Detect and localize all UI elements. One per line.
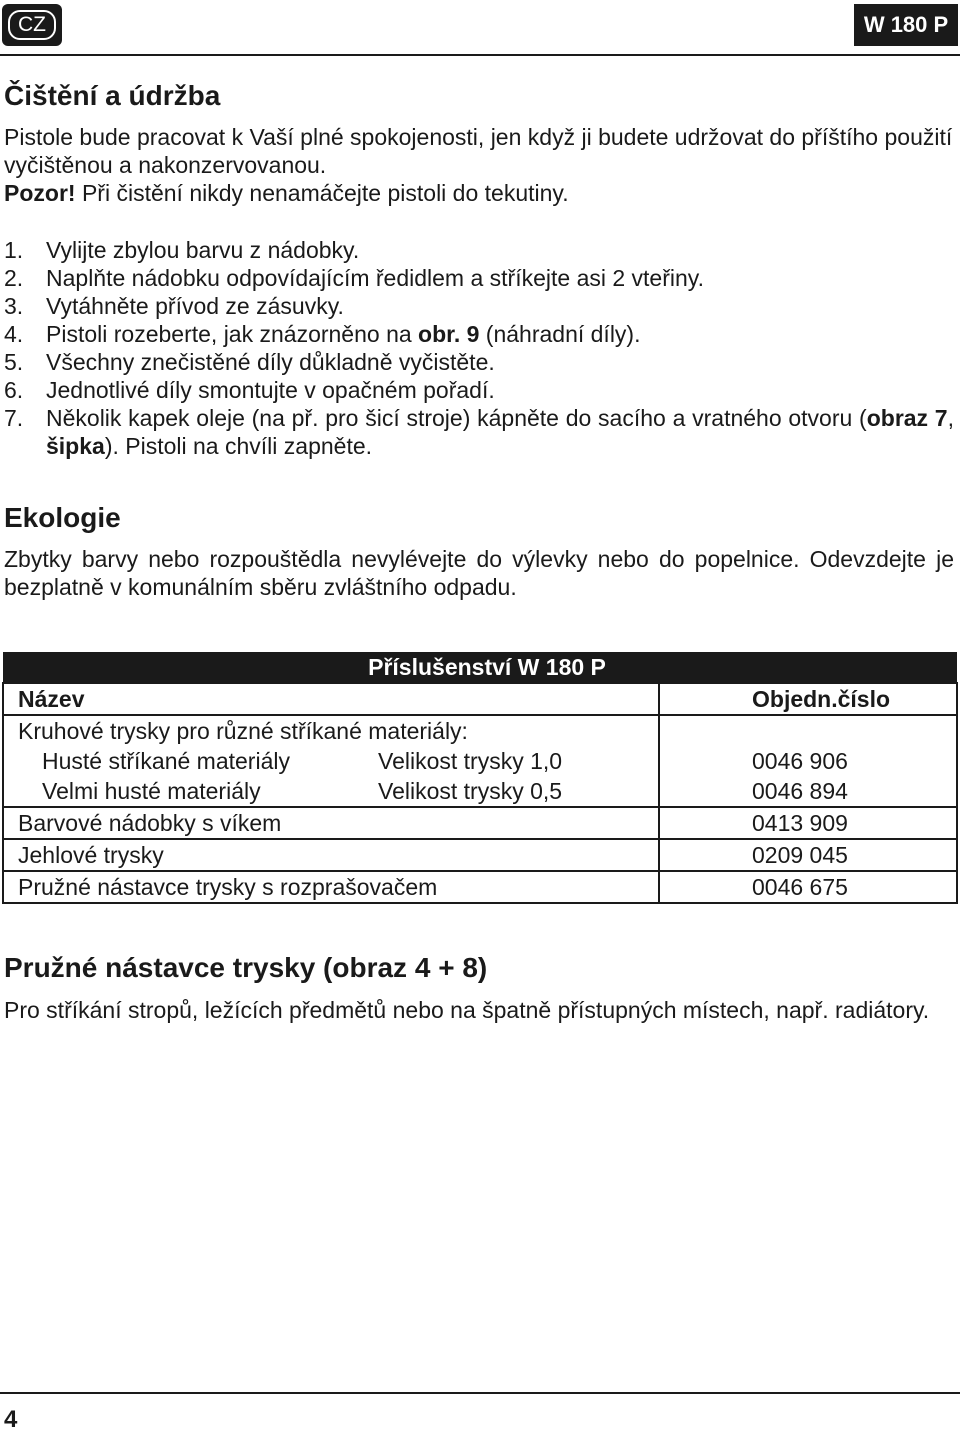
order-number: 0413 909 [659, 807, 957, 839]
footer-divider [0, 1392, 960, 1394]
table-row [3, 715, 957, 746]
header-divider [0, 54, 960, 56]
step-number: 1. [4, 237, 24, 263]
list-item [4, 264, 954, 292]
step-text-part: Pistoli rozeberte, jak znázorněno na [46, 321, 419, 347]
list-item [4, 348, 954, 376]
table-row [3, 776, 957, 807]
list-item [4, 404, 954, 460]
step-text-part: , [947, 405, 954, 431]
nozzle-size: Velikost trysky 0,5 [378, 778, 563, 804]
step-number: 5. [4, 349, 24, 375]
ecology-text: Zbytky barvy nebo rozpouštědla nevylévejte do výlevky nebo do popelnice. Odevzdejte je bezplatně v komunálním sběru zvláštního odpadu. [4, 546, 954, 600]
column-header-name: Název [3, 683, 659, 715]
table-row [3, 746, 957, 776]
list-item [4, 320, 954, 348]
table-header-row [3, 683, 957, 715]
model-badge: W 180 P [854, 4, 958, 46]
list-item [4, 292, 954, 320]
step-text [46, 320, 954, 348]
nozzles-text: Pro stříkání stropů, ležících předmětů nebo na špatně přístupných místech, např. radiátory. [4, 997, 930, 1023]
step-text: Všechny znečistěné díly důkladně vyčistěte. [46, 349, 495, 375]
order-number: 0046 675 [659, 871, 957, 903]
warning-text: Při čistění nikdy nenamáčejte pistoli do tekutiny. [75, 180, 569, 206]
order-number: 0209 045 [659, 839, 957, 871]
section-title-cleaning: Čištění a údržba [4, 80, 221, 111]
step-text-part: Několik kapek oleje (na př. pro šicí stroje) kápněte do sacího a vratného otvoru ( [46, 405, 867, 431]
nozzle-size: Velikost trysky 1,0 [378, 748, 563, 774]
item-name: Jehlové trysky [3, 839, 659, 871]
section-title-nozzles: Pružné nástavce trysky (obraz 4 + 8) [4, 952, 488, 983]
table-row [3, 871, 957, 903]
list-item [4, 376, 954, 404]
figure-reference: obr. 9 [418, 321, 480, 347]
table-row [3, 807, 957, 839]
item-name: Velmi husté materiály [42, 778, 261, 804]
cleaning-steps-list [4, 236, 954, 460]
step-number: 3. [4, 293, 24, 319]
table-title: Příslušenství W 180 P [3, 652, 957, 683]
order-number: 0046 894 [659, 776, 957, 807]
language-code: CZ [8, 10, 56, 40]
group-label: Kruhové trysky pro různé stříkané materiály: [3, 715, 659, 746]
step-text-part: (náhradní díly). [479, 321, 641, 347]
step-text [46, 404, 954, 460]
step-text: Naplňte nádobku odpovídajícím ředidlem a stříkejte asi 2 vteřiny. [46, 265, 704, 291]
order-number: 0046 906 [659, 746, 957, 776]
language-badge [2, 4, 62, 46]
page-number: 4 [4, 1406, 18, 1433]
arrow-reference: šipka [46, 433, 105, 459]
table-row [3, 839, 957, 871]
intro-text: Pistole bude pracovat k Vaší plné spokojenosti, jen když ji budete udržovat do příštího použití vyčištěnou a nakonzervovanou. [4, 124, 953, 178]
step-number: 4. [4, 321, 24, 347]
figure-reference: obraz 7 [866, 405, 948, 431]
warning-label: Pozor! [4, 180, 76, 206]
step-text: Vytáhněte přívod ze zásuvky. [46, 293, 344, 319]
accessories-table [2, 652, 958, 904]
column-header-order: Objedn.číslo [659, 683, 957, 715]
item-name: Husté stříkané materiály [42, 748, 290, 774]
step-number: 6. [4, 377, 24, 403]
step-number: 7. [4, 405, 24, 431]
step-text: Jednotlivé díly smontujte v opačném pořadí. [46, 377, 495, 403]
table-title-row [3, 652, 957, 683]
list-item [4, 236, 954, 264]
section-title-ecology: Ekologie [4, 502, 121, 533]
item-name: Barvové nádobky s víkem [3, 807, 659, 839]
step-text-part: ). Pistoli na chvíli zapněte. [104, 433, 373, 459]
step-text: Vylijte zbylou barvu z nádobky. [46, 237, 360, 263]
step-number: 2. [4, 265, 24, 291]
cleaning-intro [4, 123, 954, 207]
item-name: Pružné nástavce trysky s rozprašovačem [3, 871, 659, 903]
